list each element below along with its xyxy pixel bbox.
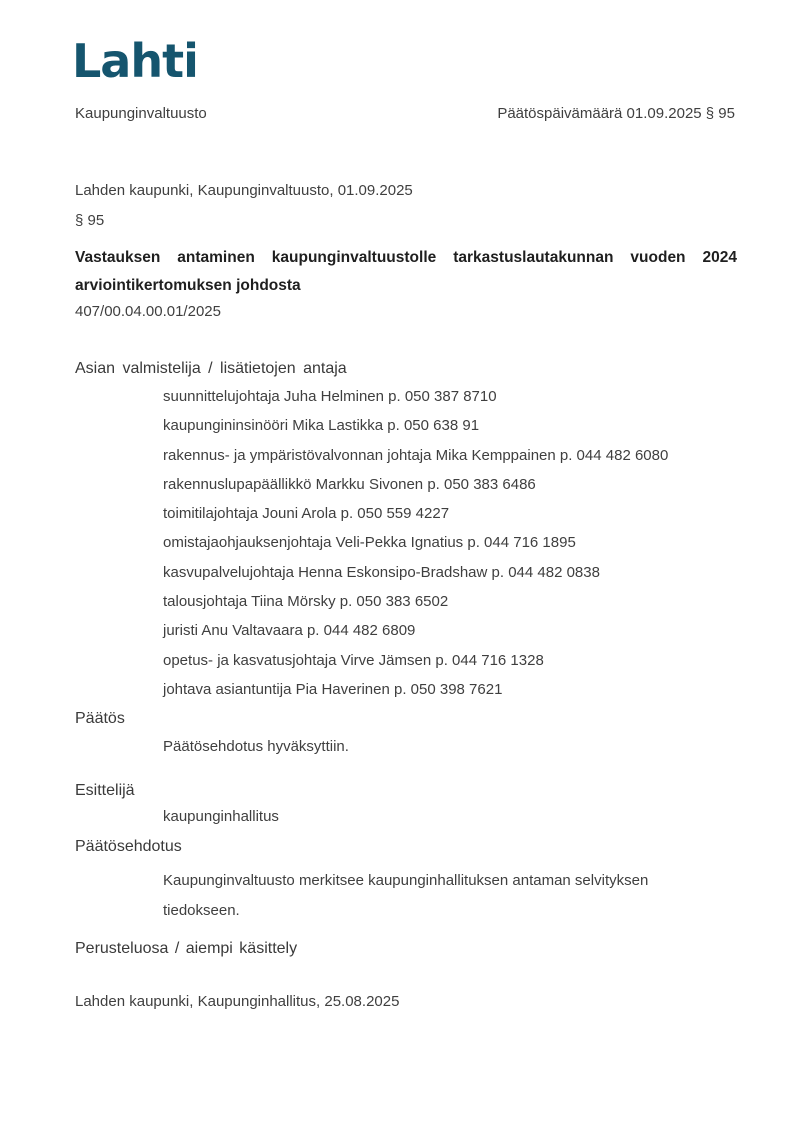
preparer-contact-list bbox=[163, 388, 737, 710]
presenter-section-label: Esittelijä bbox=[75, 782, 135, 799]
contact-line: johtava asiantuntija Pia Haverinen p. 050 398 7621 bbox=[163, 680, 503, 698]
case-number: 407/00.04.00.01/2025 bbox=[75, 303, 221, 320]
contact-line: kasvupalvelujohtaja Henna Eskonsipo-Bradshaw p. 044 482 0838 bbox=[163, 563, 600, 581]
preparers-heading: Asian valmistelija / lisätietojen antaja bbox=[75, 360, 347, 377]
presenter-text: kaupunginhallitus bbox=[163, 808, 279, 825]
page-header bbox=[75, 105, 735, 122]
contact-line: omistajaohjauksenjohtaja Veli-Pekka Ignatius p. 044 716 1895 bbox=[163, 534, 576, 552]
section-reference: § 95 bbox=[75, 212, 105, 229]
contact-line: opetus- ja kasvatusjohtaja Virve Jämsen p. 044 716 1328 bbox=[163, 651, 544, 669]
proposal-text: Kaupunginvaltuusto merkitsee kaupunginhallituksen antaman selvityksen tiedokseen. bbox=[163, 872, 649, 919]
contact-line: rakennuslupapäällikkö Markku Sivonen p. 050 383 6486 bbox=[163, 475, 536, 493]
lahti-logo: Lahti bbox=[72, 34, 198, 88]
board-meeting-line: Lahden kaupunki, Kaupunginhallitus, 25.08.2025 bbox=[75, 993, 400, 1010]
decision-text: Päätösehdotus hyväksyttiin. bbox=[163, 738, 349, 755]
decision-section-label: Päätös bbox=[75, 710, 125, 727]
contact-line: toimitilajohtaja Jouni Arola p. 050 559 4227 bbox=[163, 505, 450, 523]
rationale-section-heading: Perusteluosa / aiempi käsittely bbox=[75, 940, 298, 957]
proposal-section-label: Päätösehdotus bbox=[75, 838, 182, 855]
header-decision-date: Päätöspäivämäärä 01.09.2025 § 95 bbox=[497, 105, 735, 122]
header-org-name: Kaupunginvaltuusto bbox=[75, 105, 207, 122]
contact-line: suunnittelujohtaja Juha Helminen p. 050 387 8710 bbox=[163, 388, 497, 405]
contact-line: talousjohtaja Tiina Mörsky p. 050 383 6502 bbox=[163, 593, 449, 611]
contact-line: rakennus- ja ympäristövalvonnan johtaja Mika Kemppainen p. 044 482 6080 bbox=[163, 446, 669, 464]
meeting-line: Lahden kaupunki, Kaupunginvaltuusto, 01.09.2025 bbox=[75, 182, 413, 199]
document-title: Vastauksen antaminen kaupunginvaltuustolle tarkastuslautakunnan vuoden 2024 arviointikertomuksen johdosta bbox=[75, 249, 737, 294]
contact-line: kaupungininsinööri Mika Lastikka p. 050 638 91 bbox=[163, 417, 480, 435]
contact-line: juristi Anu Valtavaara p. 044 482 6809 bbox=[163, 622, 416, 640]
